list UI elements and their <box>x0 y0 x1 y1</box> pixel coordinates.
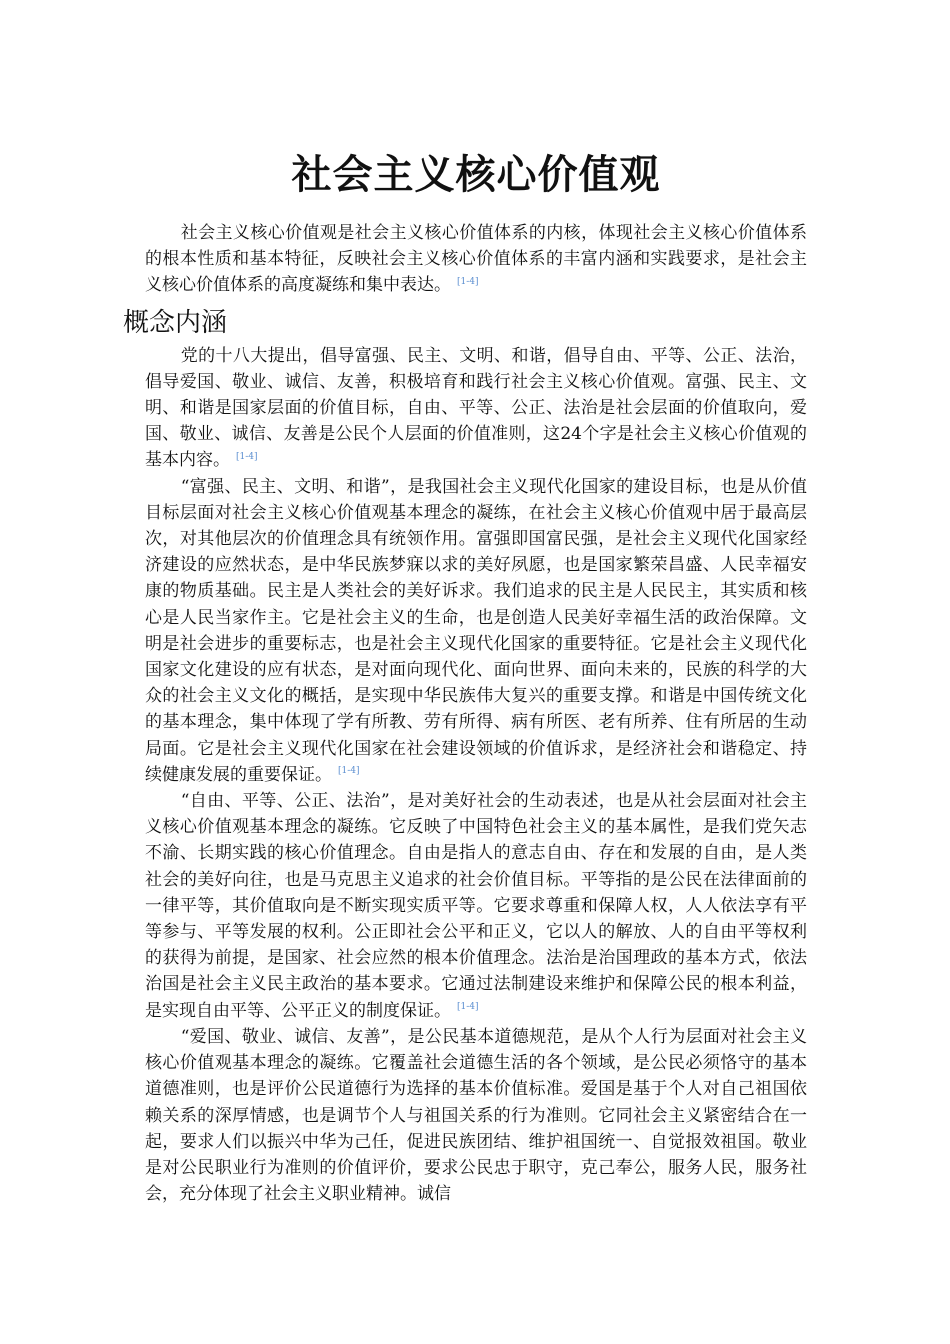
document-page <box>123 148 807 1207</box>
citation-link[interactable]: [1-4] <box>457 1002 479 1013</box>
body-paragraph <box>145 1024 807 1207</box>
paragraph-text: 党的十八大提出，倡导富强、民主、文明、和谐，倡导自由、平等、公正、法治，倡导爱国、敬业、诚信、友善，积极培育和践行社会主义核心价值观。富强、民主、文明、和谐是国家层面的价值目标，自由、平等、公正、法治是社会层面的价值取向，爱国、敬业、诚信、友善是公民个人层面的价值准则，这24个字是社会主义核心价值观的基本内容。 <box>145 345 807 471</box>
paragraph-text: “自由、平等、公正、法治”，是对美好社会的生动表述，也是从社会层面对社会主义核心价值观基本理念的凝练。它反映了中国特色社会主义的基本属性，是我们党矢志不渝、长期实践的核心价值理念。自由是指人的意志自由、存在和发展的自由，是人类社会的美好向往，也是马克思主义追求的社会价值目标。平等指的是公民在法律面前的一律平等，其价值取向是不断实现实质平等。它要求尊重和保障人权，人人依法享有平等参与、平等发展的权利。公正即社会公平和正义，它以人的解放、人的自由平等权利的获得为前提，是国家、社会应然的根本价值理念。法治是治国理政的基本方式，依法治国是社会主义民主政治的基本要求。它通过法制建设来维护和保障公民的根本利益，是实现自由平等、公平正义的制度保证。 <box>145 791 807 1021</box>
document-title: 社会主义核心价值观 <box>291 152 661 198</box>
citation-link[interactable]: [1-4] <box>338 766 360 777</box>
citation-link[interactable]: [1-4] <box>236 451 258 462</box>
paragraph-text: “富强、民主、文明、和谐”，是我国社会主义现代化国家的建设目标，也是从价值目标层面对社会主义核心价值观基本理念的凝练，在社会主义核心价值观中居于最高层次，对其他层次的价值理念具有统领作用。富强即国富民强，是社会主义现代化国家经济建设的应然状态，是中华民族梦寐以求的美好夙愿，也是国家繁荣昌盛、人民幸福安康的物质基础。民主是人类社会的美好诉求。我们追求的民主是人民民主，其实质和核心是人民当家作主。它是社会主义的生命，也是创造人民美好幸福生活的政治保障。文明是社会进步的重要标志，也是社会主义现代化国家的重要特征。它是社会主义现代化国家文化建设的应有状态，是对面向现代化、面向世界、面向未来的，民族的科学的大众的社会主义文化的概括，是实现中华民族伟大复兴的重要支撑。和谐是中国传统文化的基本理念，集中体现了学有所教、劳有所得、病有所医、老有所养、住有所居的生动局面。它是社会主义现代化国家在社会建设领域的价值诉求，是经济社会和谐稳定、持续健康发展的重要保证。 <box>145 476 807 785</box>
intro-text: 社会主义核心价值观是社会主义核心价值体系的内核，体现社会主义核心价值体系的根本性质和基本特征，反映社会主义核心价值体系的丰富内涵和实践要求，是社会主义核心价值体系的高度凝练和集中表达。 <box>145 223 807 296</box>
body-paragraph <box>145 343 807 474</box>
body-paragraph <box>145 788 807 1024</box>
paragraph-text: “爱国、敬业、诚信、友善”，是公民基本道德规范，是从个人行为层面对社会主义核心价值观基本理念的凝练。它覆盖社会道德生活的各个领域，是公民必须恪守的基本道德准则，也是评价公民道德行为选择的基本价值标准。爱国是基于个人对自己祖国依赖关系的深厚情感，也是调节个人与祖国关系的行为准则。它同社会主义紧密结合在一起，要求人们以振兴中华为己任，促进民族团结、维护祖国统一、自觉报效祖国。敬业是对公民职业行为准则的价值评价，要求公民忠于职守，克己奉公，服务人民，服务社会，充分体现了社会主义职业精神。诚信 <box>145 1026 807 1205</box>
citation-link[interactable]: [1-4] <box>457 276 479 287</box>
body-paragraph <box>145 474 807 788</box>
section-heading: 概念内涵 <box>123 307 228 338</box>
intro-paragraph <box>145 220 807 299</box>
